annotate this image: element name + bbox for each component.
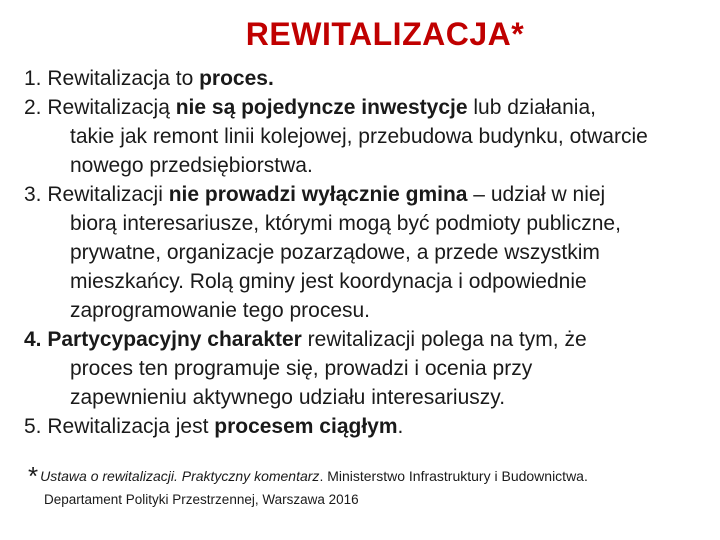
list-item-text: mieszkańcy. Rolą gminy jest koordynacja i odpowiednie: [70, 270, 587, 293]
list-item-number: 1.: [24, 67, 42, 90]
list-item-line: [24, 151, 714, 180]
list-item-text: zaprogramowanie tego procesu.: [70, 299, 371, 322]
list-item-line: [24, 325, 714, 354]
numbered-list: [24, 64, 714, 441]
list-item: [24, 64, 714, 93]
list-item-text: .: [397, 415, 404, 438]
footnote-line-1: [28, 461, 708, 491]
list-item-text: prywatne, organizacje pozarządowe, a przede wszystkim: [70, 241, 600, 264]
list-item-text: Rewitalizacji: [41, 183, 169, 206]
list-item-text: Rewitalizacją: [41, 96, 176, 119]
list-item-line: [24, 383, 714, 412]
list-item: [24, 180, 714, 325]
list-item-number: 3.: [24, 183, 42, 206]
list-item-line: [24, 296, 714, 325]
list-item-text: takie jak remont linii kolejowej, przebudowa budynku, otwarcie: [70, 125, 648, 148]
list-item: [24, 325, 714, 412]
highlighted-text: proces.: [199, 67, 274, 90]
footnote-star: *: [28, 461, 39, 491]
list-item-line: [24, 238, 714, 267]
list-item-number: 5.: [24, 415, 42, 438]
list-item-line: [24, 354, 714, 383]
list-item-line: [24, 180, 714, 209]
list-item-line: [24, 93, 714, 122]
list-item-text: biorą interesariusze, którymi mogą być podmioty publiczne,: [70, 212, 621, 235]
highlighted-text: nie prowadzi wyłącznie gmina: [168, 183, 468, 206]
highlighted-text: Partycypacyjny charakter: [41, 328, 302, 351]
list-item-text: proces ten programuje się, prowadzi i ocenia przy: [70, 357, 533, 380]
list-item-line: [24, 209, 714, 238]
list-item-text: – udział w niej: [467, 183, 606, 206]
list-item-line: [24, 64, 714, 93]
list-item-number: 4.: [24, 328, 42, 351]
list-item-text: Rewitalizacja to: [41, 67, 200, 90]
highlighted-text: procesem ciągłym: [214, 415, 398, 438]
list-item-number: 2.: [24, 96, 42, 119]
list-item-text: nowego przedsiębiorstwa.: [70, 154, 313, 177]
footnote-source-title: Ustawa o rewitalizacji. Praktyczny komentarz: [40, 468, 320, 484]
footnote: [28, 461, 708, 512]
slide-title: REWITALIZACJA*: [245, 16, 525, 52]
list-item-line: [24, 122, 714, 151]
list-item-text: lub działania,: [467, 96, 596, 119]
highlighted-text: nie są pojedyncze inwestycje: [175, 96, 468, 119]
list-item: [24, 93, 714, 180]
footnote-line-2: Departament Polityki Przestrzennej, Warszawa 2016: [44, 492, 359, 507]
list-item-text: Rewitalizacja jest: [41, 415, 215, 438]
list-item-text: rewitalizacji polega na tym, że: [301, 328, 587, 351]
footnote-source-rest: . Ministerstwo Infrastruktury i Budownictwa.: [319, 468, 588, 484]
list-item-line: [24, 412, 714, 441]
list-item-line: [24, 267, 714, 296]
list-item-text: zapewnieniu aktywnego udziału interesariuszy.: [70, 386, 506, 409]
list-item: [24, 412, 714, 441]
